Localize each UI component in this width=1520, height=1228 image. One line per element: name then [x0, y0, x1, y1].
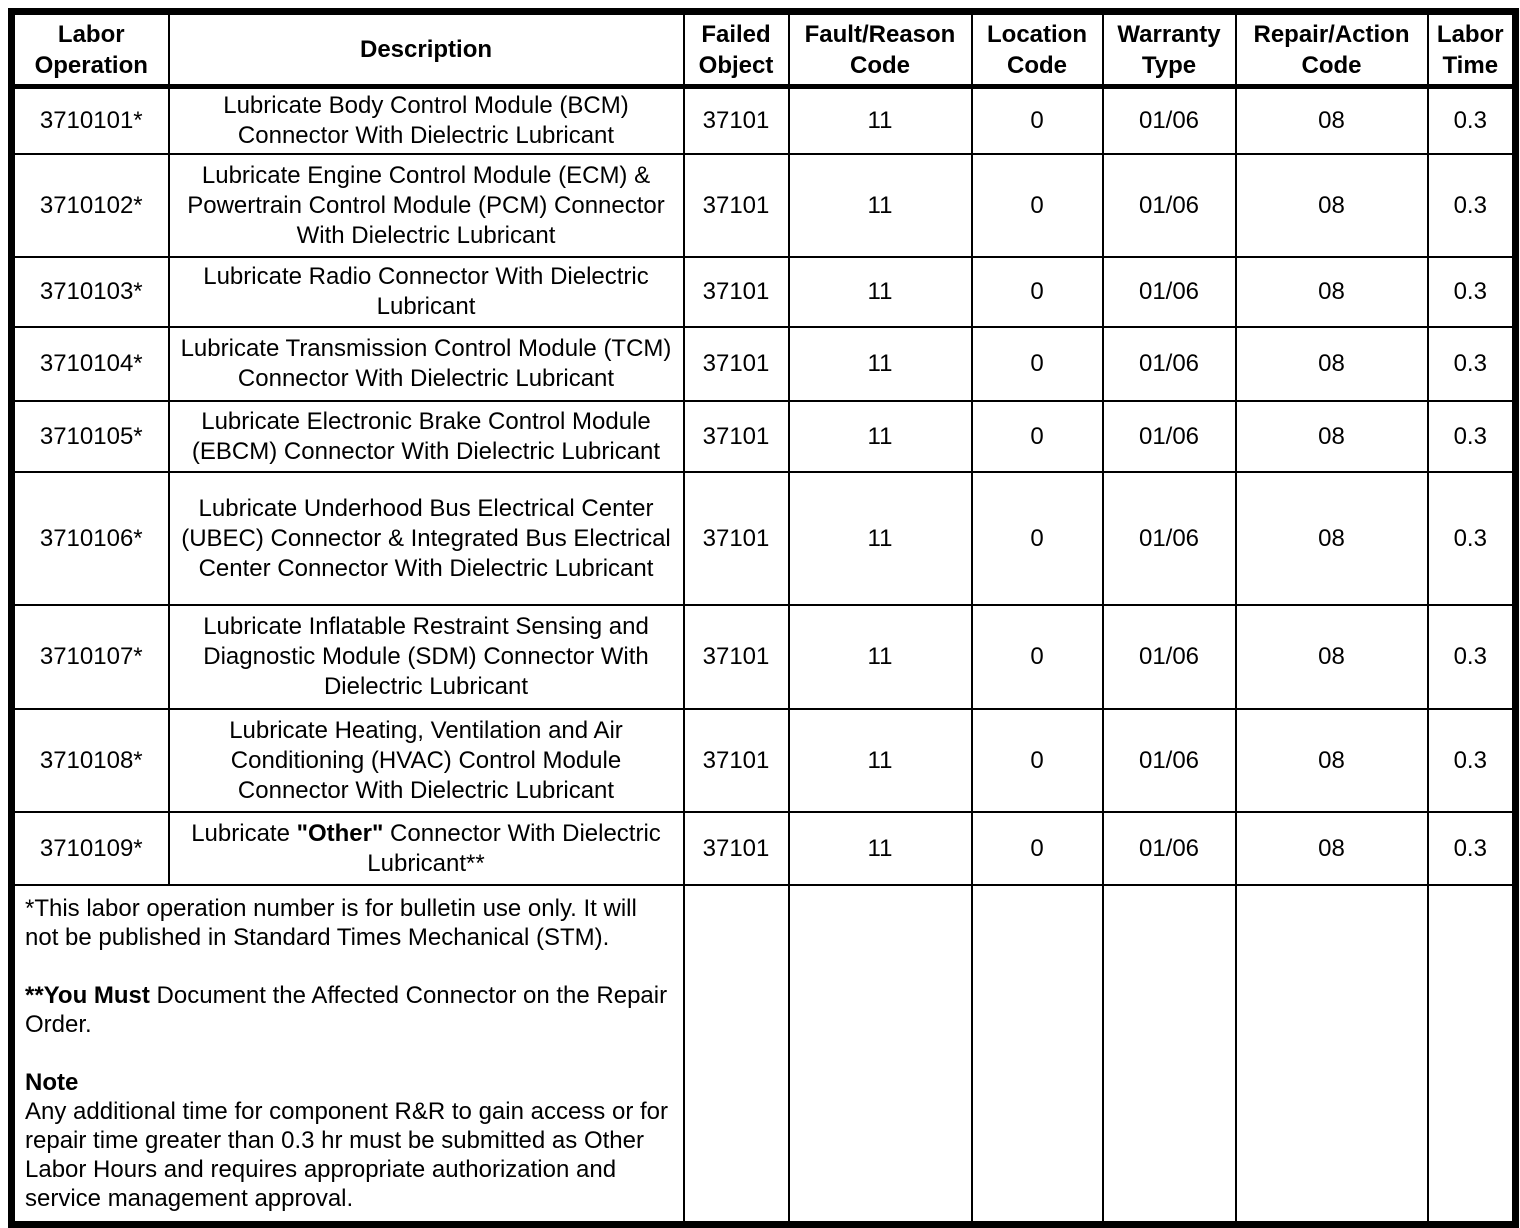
footnote-text: Document the Affected Connector on the Repair Order.	[25, 982, 668, 1038]
cell-failed-object: 37101	[684, 154, 789, 257]
table-row	[12, 812, 1516, 885]
cell-description: Lubricate Electronic Brake Control Module (EBCM) Connector With Dielectric Lubricant	[169, 401, 684, 472]
footnote-bold-text: **You Must	[25, 982, 150, 1009]
cell-fault-reason-code: 11	[789, 87, 972, 155]
cell-description: Lubricate Heating, Ventilation and Air Conditioning (HVAC) Control Module Connector With Dielectric Lubricant	[169, 709, 684, 812]
cell-location-code: 0	[972, 154, 1103, 257]
cell-warranty-type: 01/06	[1103, 605, 1236, 709]
cell-labor-operation: 3710107*	[12, 605, 169, 709]
cell-failed-object: 37101	[684, 709, 789, 812]
cell-location-code: 0	[972, 257, 1103, 327]
cell-repair-action-code: 08	[1236, 472, 1428, 605]
cell-warranty-type: 01/06	[1103, 472, 1236, 605]
cell-location-code: 0	[972, 472, 1103, 605]
cell-fault-reason-code: 11	[789, 257, 972, 327]
cell-failed-object: 37101	[684, 327, 789, 401]
cell-description: Lubricate Transmission Control Module (TCM) Connector With Dielectric Lubricant	[169, 327, 684, 401]
cell-repair-action-code: 08	[1236, 257, 1428, 327]
cell-labor-time: 0.3	[1428, 472, 1516, 605]
cell-labor-operation: 3710102*	[12, 154, 169, 257]
cell-repair-action-code: 08	[1236, 605, 1428, 709]
table-row	[12, 401, 1516, 472]
cell-location-code: 0	[972, 709, 1103, 812]
cell-location-code: 0	[972, 605, 1103, 709]
empty-cell	[789, 885, 972, 1225]
cell-labor-time: 0.3	[1428, 154, 1516, 257]
cell-warranty-type: 01/06	[1103, 401, 1236, 472]
cell-labor-operation: 3710101*	[12, 87, 169, 155]
cell-repair-action-code: 08	[1236, 812, 1428, 885]
header-fault-reason-code: Fault/Reason Code	[789, 12, 972, 87]
footnote-document-connector	[25, 981, 673, 1039]
cell-labor-time: 0.3	[1428, 327, 1516, 401]
cell-description: Lubricate Body Control Module (BCM) Connector With Dielectric Lubricant	[169, 87, 684, 155]
cell-location-code: 0	[972, 812, 1103, 885]
description-bold-text: "Other"	[296, 819, 384, 847]
cell-labor-time: 0.3	[1428, 401, 1516, 472]
footnote-bulletin-use: *This labor operation number is for bulletin use only. It will not be published in Standard Times Mechanical (STM).	[25, 895, 637, 951]
cell-repair-action-code: 08	[1236, 87, 1428, 155]
cell-fault-reason-code: 11	[789, 709, 972, 812]
cell-warranty-type: 01/06	[1103, 154, 1236, 257]
cell-failed-object: 37101	[684, 87, 789, 155]
table-row	[12, 87, 1516, 155]
note-body: Any additional time for component R&R to gain access or for repair time greater than 0.3 hr must be submitted as Other Labor Hours and requires appropriate authorization and service management approval.	[25, 1098, 668, 1212]
cell-location-code: 0	[972, 401, 1103, 472]
cell-labor-operation: 3710103*	[12, 257, 169, 327]
cell-labor-time: 0.3	[1428, 257, 1516, 327]
cell-fault-reason-code: 11	[789, 327, 972, 401]
cell-failed-object: 37101	[684, 812, 789, 885]
cell-repair-action-code: 08	[1236, 401, 1428, 472]
table-row	[12, 327, 1516, 401]
footer-row	[12, 885, 1516, 1225]
cell-fault-reason-code: 11	[789, 812, 972, 885]
cell-repair-action-code: 08	[1236, 709, 1428, 812]
empty-cell	[684, 885, 789, 1225]
cell-warranty-type: 01/06	[1103, 87, 1236, 155]
cell-labor-operation: 3710104*	[12, 327, 169, 401]
description-text: Lubricate	[191, 819, 297, 847]
cell-labor-time: 0.3	[1428, 812, 1516, 885]
header-labor-operation: Labor Operation	[12, 12, 169, 87]
cell-fault-reason-code: 11	[789, 401, 972, 472]
cell-labor-time: 0.3	[1428, 709, 1516, 812]
header-location-code: Location Code	[972, 12, 1103, 87]
table-row	[12, 257, 1516, 327]
empty-cell	[1428, 885, 1516, 1225]
cell-repair-action-code: 08	[1236, 327, 1428, 401]
header-labor-time: Labor Time	[1428, 12, 1516, 87]
cell-failed-object: 37101	[684, 257, 789, 327]
cell-description: Lubricate Radio Connector With Dielectric Lubricant	[169, 257, 684, 327]
cell-description: Lubricate Engine Control Module (ECM) & Powertrain Control Module (PCM) Connector With Dielectric Lubricant	[169, 154, 684, 257]
footer-notes-cell	[12, 885, 684, 1225]
cell-location-code: 0	[972, 327, 1103, 401]
header-repair-action-code: Repair/Action Code	[1236, 12, 1428, 87]
cell-labor-operation: 3710106*	[12, 472, 169, 605]
table-row	[12, 709, 1516, 812]
empty-cell	[972, 885, 1103, 1225]
cell-labor-time: 0.3	[1428, 87, 1516, 155]
cell-failed-object: 37101	[684, 401, 789, 472]
header-warranty-type: Warranty Type	[1103, 12, 1236, 87]
cell-warranty-type: 01/06	[1103, 709, 1236, 812]
cell-warranty-type: 01/06	[1103, 327, 1236, 401]
cell-failed-object: 37101	[684, 472, 789, 605]
header-failed-object: Failed Object	[684, 12, 789, 87]
header-description: Description	[169, 12, 684, 87]
cell-fault-reason-code: 11	[789, 472, 972, 605]
cell-description: Lubricate Underhood Bus Electrical Center (UBEC) Connector & Integrated Bus Electrical Center Connector With Dielectric Lubricant	[169, 472, 684, 605]
cell-description: Lubricate Inflatable Restraint Sensing and Diagnostic Module (SDM) Connector With Dielectric Lubricant	[169, 605, 684, 709]
note-title: Note	[25, 1069, 79, 1096]
cell-description	[169, 812, 684, 885]
cell-labor-operation: 3710108*	[12, 709, 169, 812]
cell-fault-reason-code: 11	[789, 154, 972, 257]
cell-labor-operation: 3710109*	[12, 812, 169, 885]
cell-warranty-type: 01/06	[1103, 812, 1236, 885]
cell-repair-action-code: 08	[1236, 154, 1428, 257]
cell-failed-object: 37101	[684, 605, 789, 709]
cell-labor-operation: 3710105*	[12, 401, 169, 472]
table-row	[12, 472, 1516, 605]
labor-operations-table	[8, 8, 1519, 1228]
table-row	[12, 154, 1516, 257]
cell-fault-reason-code: 11	[789, 605, 972, 709]
empty-cell	[1103, 885, 1236, 1225]
cell-location-code: 0	[972, 87, 1103, 155]
cell-warranty-type: 01/06	[1103, 257, 1236, 327]
header-row	[12, 12, 1516, 87]
empty-cell	[1236, 885, 1428, 1225]
table-row	[12, 605, 1516, 709]
description-text: Connector With Dielectric Lubricant**	[367, 819, 661, 877]
cell-labor-time: 0.3	[1428, 605, 1516, 709]
